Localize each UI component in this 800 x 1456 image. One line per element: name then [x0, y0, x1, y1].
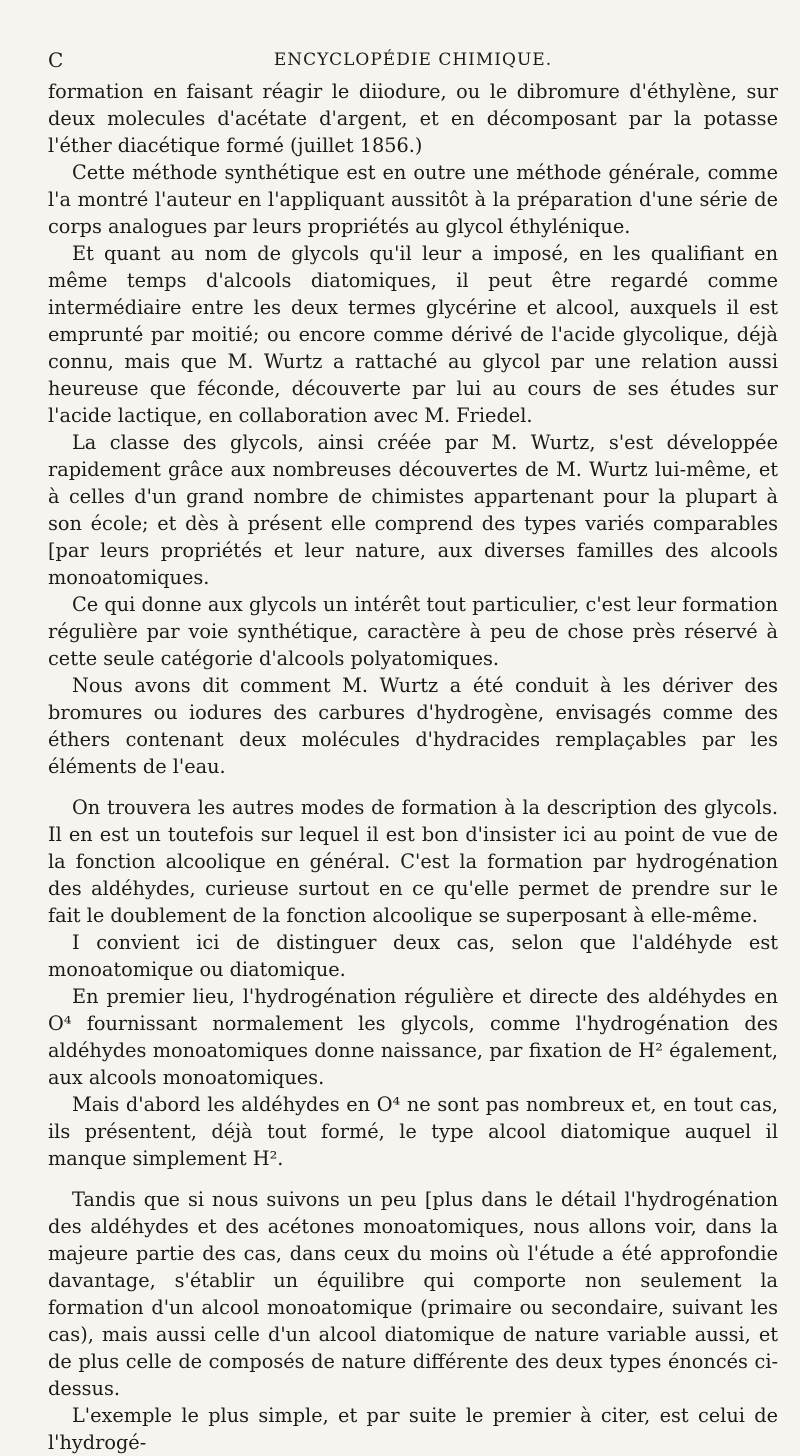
paragraph: Tandis que si nous suivons un peu [plus dans le détail l'hydrogénation des aldéhydes et des acétones monoatomiques, nous allons voir, dans la majeure partie des cas, dans ceux du moins où l'étude a été approfondie davantage, s'établir un équilibre qui comporte non seulement la formation d'un alcool monoatomique (primaire ou secondaire, suivant les cas), mais aussi celle d'un alcool diatomique de nature variable aussi, et de plus celle de composés de nature différente des deux types énoncés ci-dessus. — [48, 1188, 778, 1400]
paragraph: Cette méthode synthétique est en outre une méthode générale, comme l'a montré l'auteur en l'appliquant aussitôt à la préparation d'une série de corps analogues par leurs propriétés au glycol éthylénique. — [48, 161, 778, 238]
page-header — [48, 44, 778, 78]
paragraph: On trouvera les autres modes de formation à la description des glycols. Il en est un toutefois sur lequel il est bon d'insister ici au point de vue de la fonction alcoolique en général. C'est la formation par hydrogénation des aldéhydes, curieuse surtout en ce qu'elle permet de prendre sur le fait le doublement de la fonction alcoolique se superposant à elle-même. — [48, 796, 778, 927]
paragraph: Et quant au nom de glycols qu'il leur a imposé, en les qualifiant en même temps d'alcools diatomiques, il peut être regardé comme intermédiaire entre les deux termes glycérine et alcool, auxquels il est emprunté par moitié; ou encore comme dérivé de l'acide glycolique, déjà connu, mais que M. Wurtz a rattaché au glycol par une relation aussi heureuse que féconde, découverte par lui au cours de ses études sur l'acide lactique, en collaboration avec M. Friedel. — [48, 242, 778, 427]
body-text — [48, 78, 778, 1456]
paragraph: La classe des glycols, ainsi créée par M. Wurtz, s'est développée rapidement grâce aux nombreuses découvertes de M. Wurtz lui-même, et à celles d'un grand nombre de chimistes appartenant pour la plupart à son école; et dès à présent elle comprend des types variés comparables [par leurs propriétés et leur nature, aux diverses familles des alcools monoatomiques. — [48, 431, 778, 589]
paragraph: En premier lieu, l'hydrogénation régulière et directe des aldéhydes en O⁴ fournissant normalement les glycols, comme l'hydrogénation des aldéhydes monoatomiques donne naissance, par fixation de H² également, aux alcools monoatomiques. — [48, 985, 778, 1089]
paragraph: Nous avons dit comment M. Wurtz a été conduit à les dériver des bromures ou iodures des carbures d'hydrogène, envisagés comme des éthers contenant deux molécules d'hydracides remplaçables par les éléments de l'eau. — [48, 674, 778, 778]
paragraph: I convient ici de distinguer deux cas, selon que l'aldéhyde est monoatomique ou diatomique. — [48, 931, 778, 981]
paragraph: Ce qui donne aux glycols un intérêt tout particulier, c'est leur formation régulière par voie synthétique, caractère à peu de chose près réservé à cette seule catégorie d'alcools polyatomiques. — [48, 593, 778, 670]
page-number: C — [48, 48, 65, 72]
paragraph-continuation: formation en faisant réagir le diiodure, ou le dibromure d'éthylène, sur deux molecules d'acétate d'argent, et en décomposant par la potasse l'éther diacétique formé (juillet 1856.) — [48, 80, 778, 157]
paragraph: L'exemple le plus simple, et par suite le premier à citer, est celui de l'hydrogé- — [48, 1404, 778, 1454]
running-head: ENCYCLOPÉDIE CHIMIQUE. — [273, 50, 553, 70]
paragraph: Mais d'abord les aldéhydes en O⁴ ne sont pas nombreux et, en tout cas, ils présentent, déjà tout formé, le type alcool diatomique auquel il manque simplement H². — [48, 1093, 778, 1170]
